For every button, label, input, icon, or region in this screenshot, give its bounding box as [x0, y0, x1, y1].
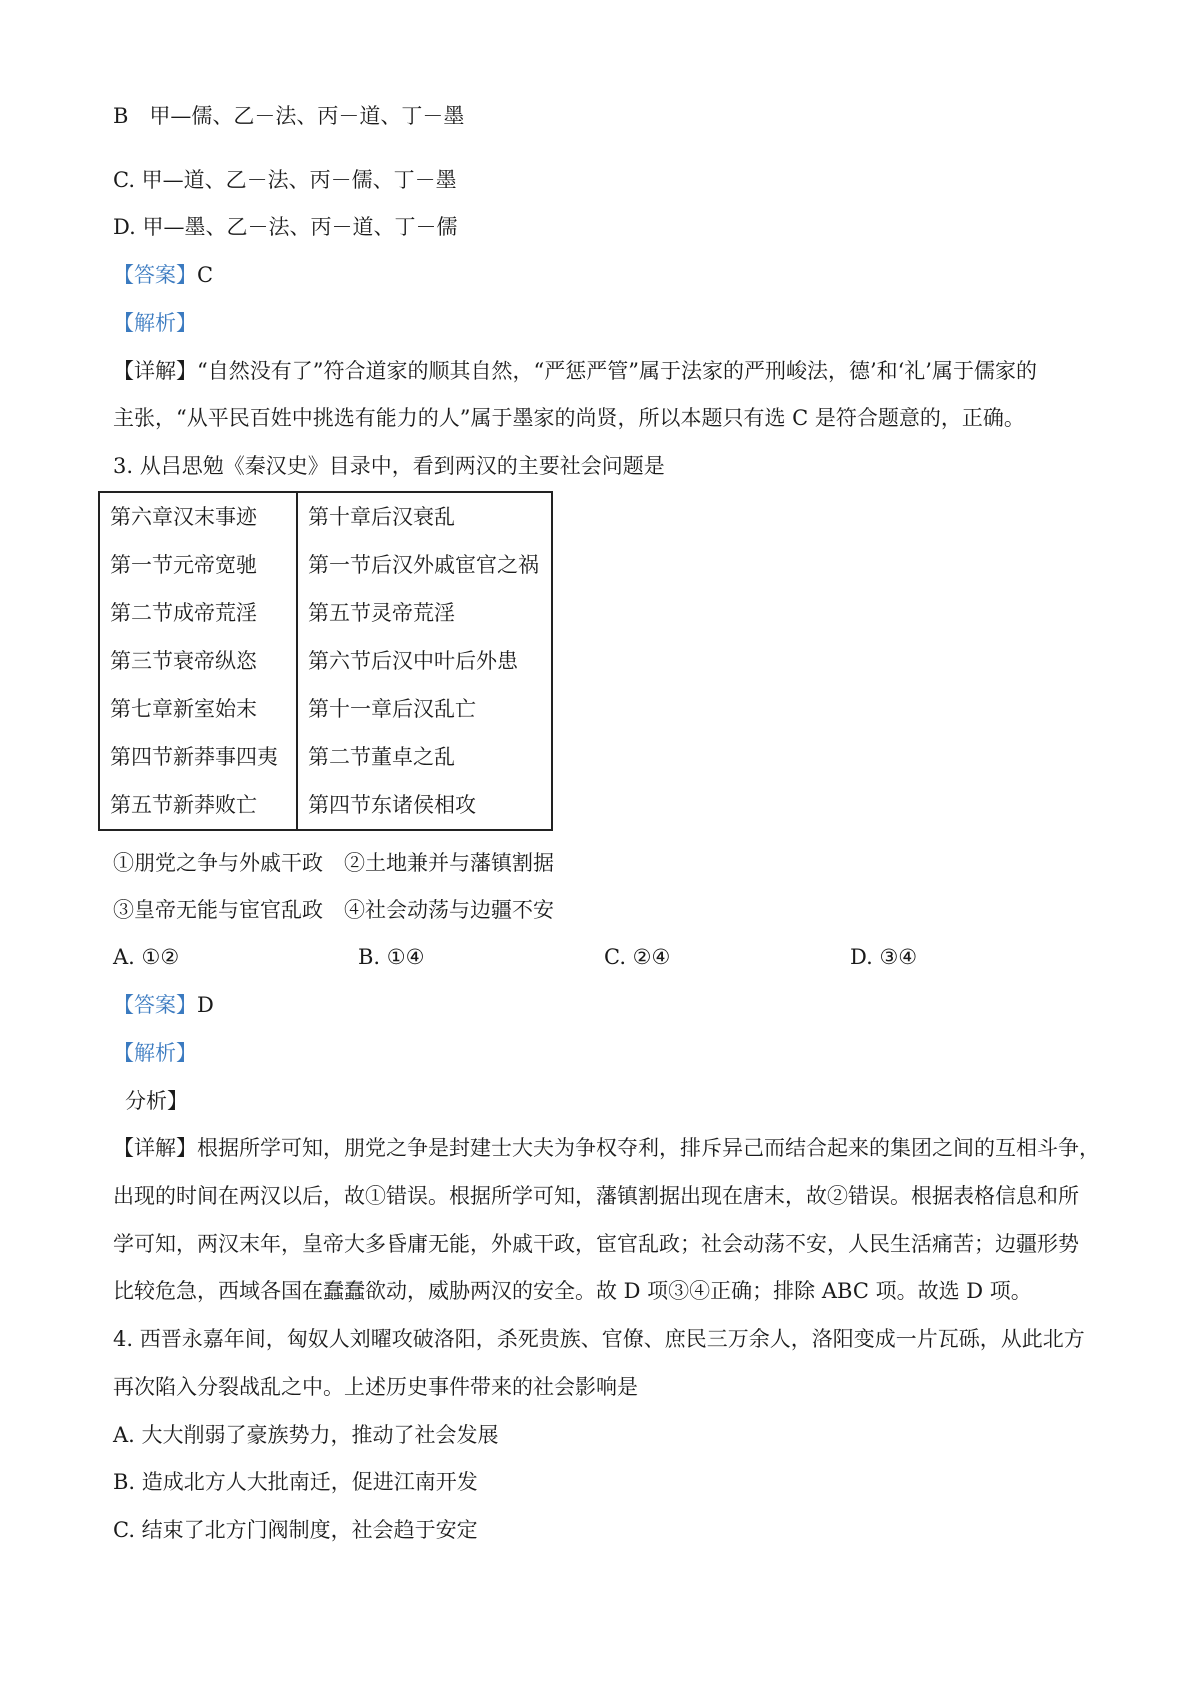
q2-analysis-tag: 【解析】: [113, 311, 197, 335]
q3-detail-line3: 学可知，两汉末年，皇帝大多昏庸无能，外戚干政，宦官乱政；社会动荡不安，人民生活痛苦；边疆形势: [113, 1232, 1079, 1256]
q4-option-a: A. 大大削弱了豪族势力，推动了社会发展: [113, 1423, 499, 1447]
answer-tag: 【答案】: [113, 993, 197, 1017]
detail-text: 根据所学可知，朋党之争是封建士大夫为争权夺利，排斥异己而结合起来的集团之间的互相斗争，: [197, 1136, 1100, 1160]
q4-stem-line1: 4. 西晋永嘉年间，匈奴人刘曜攻破洛阳，杀死贵族、官僚、庶民三万余人，洛阳变成一片瓦砾，从此北方: [113, 1327, 1085, 1351]
q3-option-b: B. ①④: [358, 945, 425, 969]
q4-stem-line2: 再次陷入分裂战乱之中。上述历史事件带来的社会影响是: [113, 1375, 638, 1399]
toc-right-item: 第二节董卓之乱: [308, 745, 455, 769]
detail-tag: 【详解】: [113, 1136, 197, 1160]
q3-items-line2: ③皇帝无能与宦官乱政 ④社会动荡与边疆不安: [113, 898, 554, 922]
q3-items-line1: ①朋党之争与外戚干政 ②土地兼并与藩镇割据: [113, 851, 554, 875]
toc-left-item: 第三节衰帝纵恣: [110, 649, 257, 673]
q2-option-d: D. 甲—墨、乙－法、丙－道、丁－儒: [113, 215, 458, 239]
toc-left-item: 第四节新莽事四夷: [110, 745, 278, 769]
q3-detail-line2: 出现的时间在两汉以后，故①错误。根据所学可知，藩镇割据出现在唐末，故②错误。根据表格信息和所: [113, 1184, 1079, 1208]
q3-detail-line4: 比较危急，西域各国在蠢蠢欲动，威胁两汉的安全。故 D 项③④正确；排除 ABC 项。故选 D 项。: [113, 1279, 1032, 1303]
toc-left-item: 第一节元帝宽驰: [110, 553, 257, 577]
toc-table: [98, 491, 553, 831]
q3-option-c: C. ②④: [604, 945, 671, 969]
toc-left-column: [99, 492, 297, 830]
toc-right-column: [297, 492, 552, 830]
q3-detail-line1: [113, 1133, 1100, 1163]
answer-value: C: [197, 263, 214, 287]
toc-left-item: 第五节新莽败亡: [110, 793, 257, 817]
answer-value: D: [197, 993, 214, 1017]
toc-left-item: 第七章新室始末: [110, 697, 257, 721]
q4-option-c: C. 结束了北方门阀制度，社会趋于安定: [113, 1518, 478, 1542]
q3-stem: 3. 从吕思勉《秦汉史》目录中，看到两汉的主要社会问题是: [113, 454, 665, 478]
toc-left-item: 第二节成帝荒淫: [110, 601, 257, 625]
q3-analysis-tag: 【解析】: [113, 1041, 197, 1065]
toc-right-item: 第五节灵帝荒淫: [308, 601, 455, 625]
q3-fenxi-label: 分析】: [125, 1089, 188, 1113]
toc-right-item: 第四节东诸侯相攻: [308, 793, 476, 817]
q2-answer: [113, 260, 213, 290]
detail-text: “自然没有了”符合道家的顺其自然，“严惩严管”属于法家的严刑峻法，德’和‘礼’属于儒家的: [197, 359, 1037, 383]
q2-option-c: C. 甲—道、乙－法、丙－儒、丁－墨: [113, 168, 457, 192]
q4-option-b: B. 造成北方人大批南迁，促进江南开发: [113, 1470, 478, 1494]
toc-right-item: 第六节后汉中叶后外患: [308, 649, 518, 673]
toc-right-item: 第十章后汉衰乱: [308, 505, 455, 529]
q3-answer: [113, 990, 214, 1020]
q2-detail-line1: [113, 356, 1037, 386]
q2-detail-line2: 主张，“从平民百姓中挑选有能力的人”属于墨家的尚贤，所以本题只有选 C 是符合题意的，正确。: [113, 406, 1025, 430]
q3-option-a: A. ①②: [113, 945, 180, 969]
toc-right-item: 第十一章后汉乱亡: [308, 697, 476, 721]
toc-right-item: 第一节后汉外戚宦官之祸: [308, 553, 539, 577]
answer-tag: 【答案】: [113, 263, 197, 287]
detail-tag: 【详解】: [113, 359, 197, 383]
toc-left-item: 第六章汉末事迹: [110, 505, 257, 529]
q3-option-d: D. ③④: [850, 945, 918, 969]
q2-option-b: B 甲—儒、乙－法、丙－道、丁－墨: [113, 104, 465, 128]
